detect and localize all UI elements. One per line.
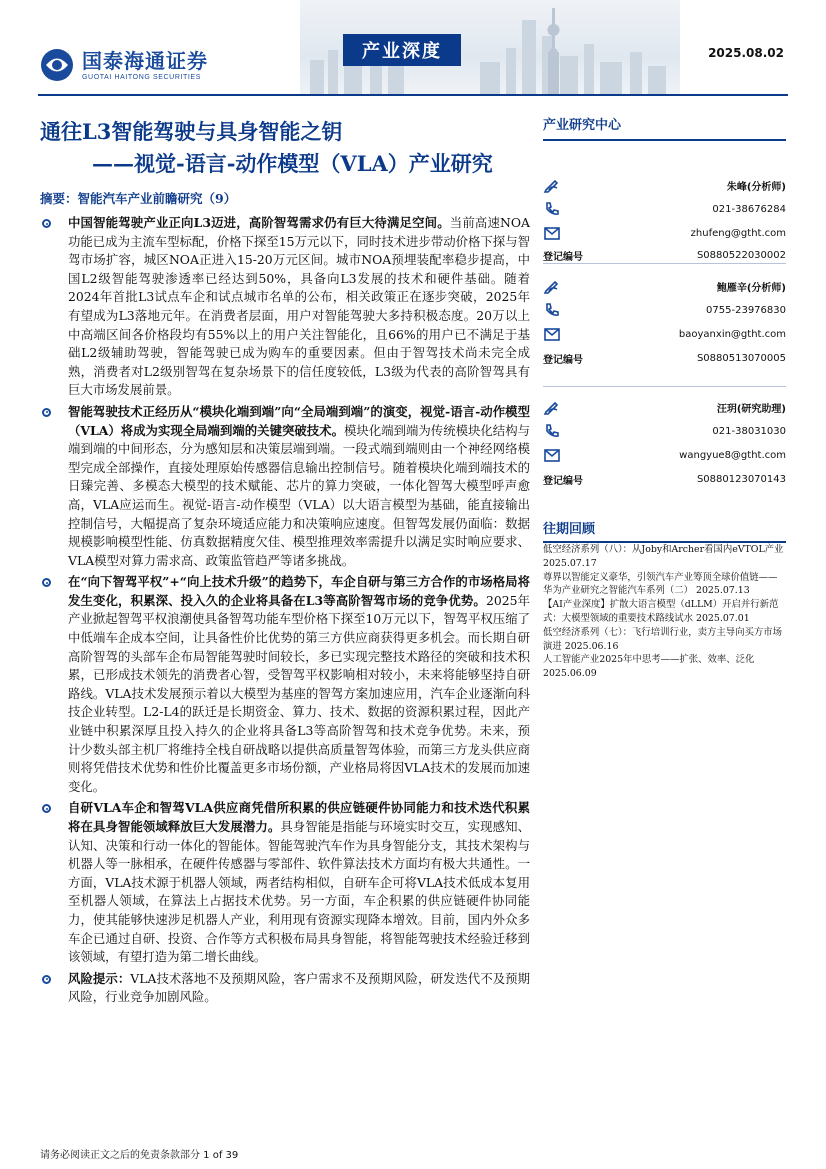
mail-icon bbox=[543, 224, 561, 242]
past-report-item[interactable]: 尊界以智能定义豪华，引领汽车产业筹顶全球价值链——华为产业研究之智能汽车系列（二） 2025.07.13 bbox=[543, 571, 778, 597]
bullet-icon bbox=[42, 578, 51, 587]
report-date: 2025.08.02 bbox=[708, 46, 784, 60]
bullet-icon bbox=[42, 975, 51, 984]
analyst-name: 汪玥(研究助理) bbox=[716, 403, 786, 415]
paragraph-text: 当前高速NOA功能已成为主流车型标配，价格下探至15万元以下，同时技术进步带动价格下探与智驾市场扩容，城区NOA正进入15-20万元区间。城市NOA预埋装配率稳步提高，中国L2级智能驾驶渗透率已经达到50%，具备向L3发展的技术和硬件基础。随着2024年首批L3试点车企和试点城市名单的公布，相关政策正在逐步突破，2025年有望成为L3落地元年。在消费者层面，用户对智能驾驶大多持积极态度。20万以上中高端区间各价格段均有55%以上的用户关注智能化，且66%的用户已不满足于基础L2级辅助驾驶，智能驾驶已成为购车的重要因素。但由于智驾技术尚未完全成熟，消费者对L2级别智驾在复杂场景下的信任度较低，L3级为代表的高阶智驾具有巨大市场发展前景。 bbox=[68, 215, 530, 398]
analyst-card bbox=[543, 141, 786, 264]
paragraph-text: 具身智能是指能与环境实时交互，实现感知、认知、决策和行动一体化的智能体。智能驾驶汽车作为具身智能分支，其技术架构与机器人等一脉相承，在硬件传感器与零部件、软件算法技术方面均有极大共通性。一方面，VLA技术源于机器人领域，两者结构相似，自研车企可将VLA技术低成本复用至机器人领域，在算法上占据技术优势。另一方面，车企积累的供应链硬件协同能力，使其能够快速涉足机器人产业，利用现有资源实现降本增效。目前，国内外众多车企已通过自研、投资、合作等方式积极布局具身智能，将智能驾驶技术经验迁移到该领域，有望打造为第二增长曲线。 bbox=[68, 819, 531, 965]
summary-heading: 摘要：智能汽车产业前瞻研究（9） bbox=[40, 191, 237, 206]
header-divider bbox=[38, 94, 788, 96]
registration-label: 登记编号 bbox=[543, 251, 583, 263]
report-subtitle: ——视觉-语言-动作模型（VLA）产业研究 bbox=[92, 151, 493, 176]
analyst-phone: 0755-23976830 bbox=[706, 304, 786, 316]
summary-paragraph bbox=[40, 403, 530, 570]
analyst-phone: 021-38676284 bbox=[712, 203, 786, 215]
past-report-item[interactable]: 人工智能产业2025年中思考——扩张、效率、泛化 2025.06.09 bbox=[543, 654, 755, 680]
report-title: 通往L3智能驾驶与具身智能之钥 bbox=[40, 119, 343, 144]
past-report-item[interactable]: 低空经济系列（八）：从Joby和Archer看国内eVTOL产业 2025.07.17 bbox=[543, 544, 784, 569]
risk-paragraph bbox=[40, 970, 530, 1007]
paragraph-text: 2025年产业掀起智驾平权浪潮使具备智驾功能车型价格下探至10万元以下，智驾平权压缩了中低端车企成本空间，让具备性价比优势的第三方供应商获得更多机会。而长期自研高阶智驾的头部车企布局智能驾驶时间较长，多已实现完整技术路径的突破和技术积累，已形成技术领先的消费者心智，受智驾平权影响相对较小，未来将能够坚持自研路线。VLA技术发展预示着以大模型为基座的智驾方案加速应用，汽车企业逐渐向科技企业转型。L2-L4的跃迁是长期资金、算力、技术、数据的资源积累过程，因此产业链中积累深厚且投入持久的企业将具备L3等高阶智驾和技术竞争优势。未来，预计少数头部主机厂将维持全栈自研战略以提供高质量智驾体验，而第三方龙头供应商则将凭借技术优势和性价比覆盖更多市场份额，产业格局将因VLA技术的发展而加速变化。 bbox=[68, 592, 530, 794]
pen-icon bbox=[543, 277, 561, 295]
research-center-heading: 产业研究中心 bbox=[543, 114, 786, 141]
paragraph-text: 模块化端到端为传统模块化结构与端到端的中间形态，分为感知层和决策层端到端。一段式端到端则由一个神经网络模型完成全部操作，直接处理原始传感器信息输出控制信号。随着模块化端到端技术的日臻完善、多模态大模型的技术赋能、芯片的算力突破，一体化智驾大模型呼声愈高，VLA应运而生。视觉-语言-动作模型（VLA）以大语言模型为基础，能直接输出控制信号，大幅提高了复杂环境适应能力和决策响应速度。但智驾发展仍面临：数据规模影响模型性能、仿真数据精度欠佳、模型推理效率需提升以满足实时响应要求、VLA模型对算力需求高、政策监管趋严等诸多挑战。 bbox=[68, 422, 530, 568]
analyst-email[interactable]: wangyue8@gtht.com bbox=[679, 449, 786, 461]
paragraph-lead: 风险提示： bbox=[68, 970, 131, 986]
bullet-icon bbox=[42, 804, 51, 813]
paragraph-lead: 智能驾驶技术正经历从“模块化端到端”向“全局端到端”的演变，视觉-语言-动作模型（VLA）将成为实现全局端到端的关键突破技术。 bbox=[68, 403, 530, 438]
registration-label: 登记编号 bbox=[543, 475, 583, 487]
summary-paragraph bbox=[40, 799, 530, 966]
report-type-badge: 产业深度 bbox=[343, 34, 461, 66]
bullet-icon bbox=[42, 219, 51, 228]
analyst-card bbox=[543, 387, 786, 509]
registration-label: 登记编号 bbox=[543, 354, 583, 366]
logo-english-name: GUOTAI HAITONG SECURITIES bbox=[82, 73, 201, 81]
past-report-item[interactable]: 【AI产业深度】扩散大语言模型（dLLM）开启并行新范式：大模型领域的重要技术路线试水 2025.07.01 bbox=[543, 599, 779, 624]
phone-icon bbox=[543, 200, 561, 218]
pen-icon bbox=[543, 398, 561, 416]
company-logo bbox=[40, 48, 208, 82]
analyst-phone: 021-38031030 bbox=[712, 425, 786, 437]
pen-icon bbox=[543, 176, 561, 194]
past-reports-heading: 往期回顾 bbox=[543, 518, 786, 543]
registration-number: S0880123070143 bbox=[696, 473, 786, 485]
analyst-email[interactable]: zhufeng@gtht.com bbox=[690, 227, 786, 239]
analyst-sidebar bbox=[543, 114, 786, 509]
paragraph-lead: 中国智能驾驶产业正向L3迈进，高阶智驾需求仍有巨大待满足空间。 bbox=[68, 215, 450, 230]
analyst-name: 鲍雁辛(分析师) bbox=[716, 282, 786, 294]
analyst-card bbox=[543, 264, 786, 387]
phone-icon bbox=[543, 301, 561, 319]
page-footer: 请务必阅读正文之后的免责条款部分 1 of 39 bbox=[40, 1150, 239, 1161]
summary-paragraph bbox=[40, 573, 530, 796]
registration-number: S0880522030002 bbox=[696, 249, 786, 261]
past-reports-list bbox=[543, 543, 786, 681]
paragraph-lead: 自研VLA车企和智驾VLA供应商凭借所积累的供应链硬件协同能力和技术迭代积累将在具身智能领域释放巨大发展潜力。 bbox=[68, 800, 530, 834]
page-header bbox=[0, 0, 826, 96]
analyst-name: 朱峰(分析师) bbox=[726, 181, 786, 193]
past-report-item[interactable]: 低空经济系列（七）：飞行培训行业，卖方主导向买方市场演进 2025.06.16 bbox=[543, 626, 783, 652]
summary-body bbox=[40, 214, 530, 1010]
analyst-email[interactable]: baoyanxin@gtht.com bbox=[678, 328, 786, 340]
paragraph-text: VLA技术落地不及预期风险，客户需求不及预期风险，研发迭代不及预期风险，行业竞争加剧风险。 bbox=[68, 970, 531, 1005]
bullet-icon bbox=[42, 408, 51, 417]
logo-mark-icon bbox=[40, 48, 74, 82]
phone-icon bbox=[543, 422, 561, 440]
paragraph-lead: 在“向下智驾平权”+“向上技术升级”的趋势下，车企自研与第三方合作的市场格局将发生变化，积累深、投入久的企业将具备在L3等高阶智驾市场的竞争优势。 bbox=[68, 574, 530, 608]
mail-icon bbox=[543, 325, 561, 343]
registration-number: S0880513070005 bbox=[696, 352, 786, 364]
summary-paragraph bbox=[40, 214, 530, 400]
logo-chinese-name: 国泰海通证券 bbox=[82, 48, 208, 73]
mail-icon bbox=[543, 446, 561, 464]
